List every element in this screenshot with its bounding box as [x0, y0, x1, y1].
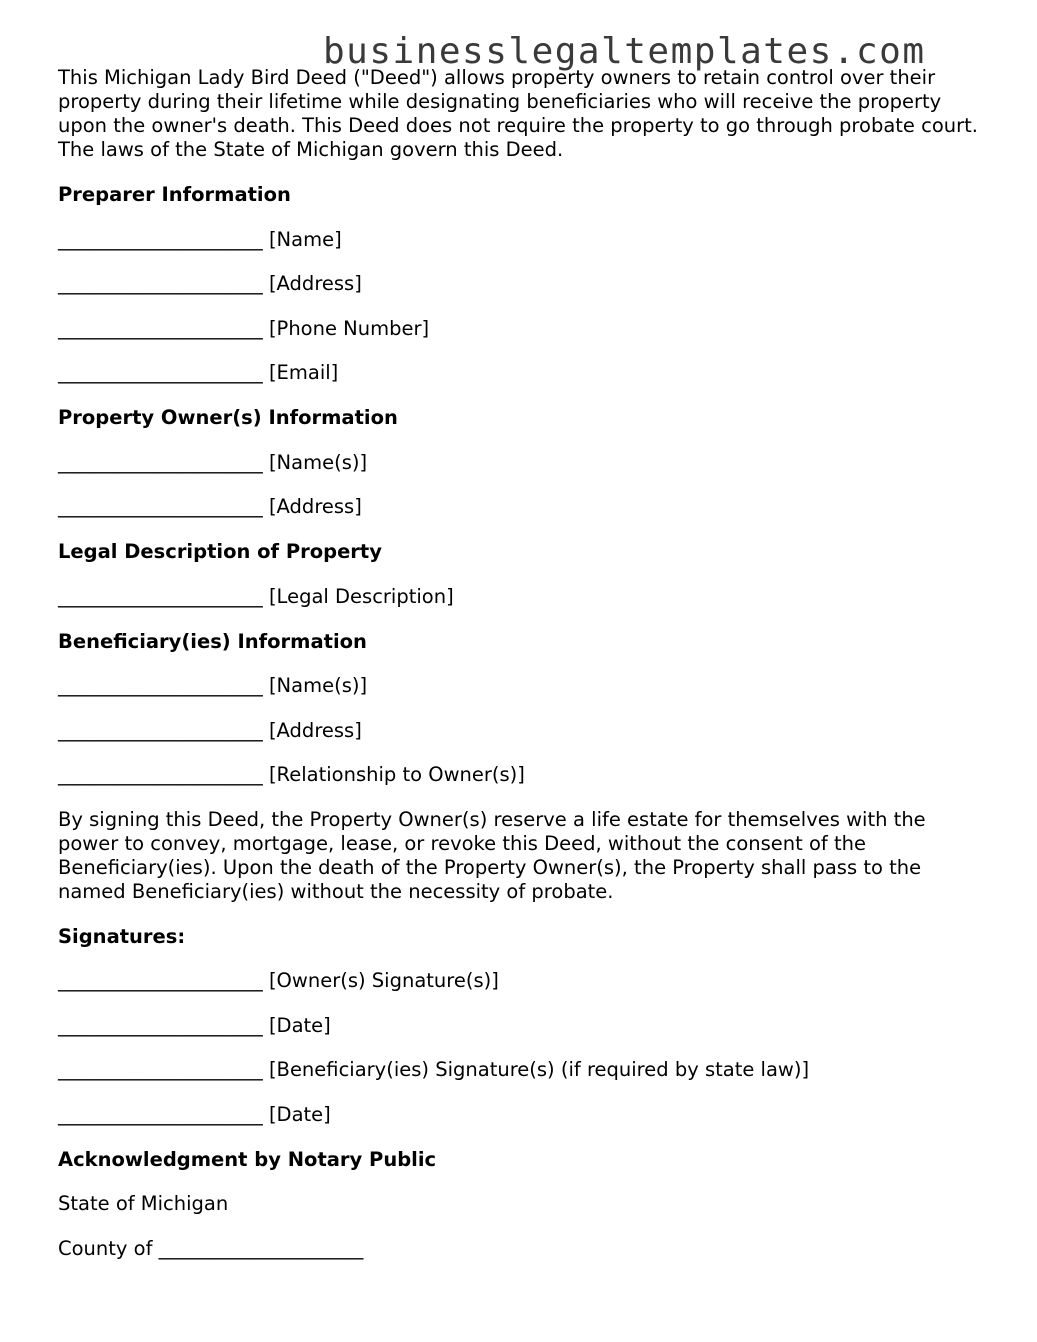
preparer-section-title: Preparer Information [58, 183, 291, 206]
blank-line: _____________________ [58, 584, 263, 608]
blank-line: _____________________ [58, 969, 263, 992]
blank-line: _____________________ [58, 495, 263, 518]
notary-county-field[interactable] [58, 1237, 988, 1261]
intro-paragraph: This Michigan Lady Bird Deed ("Deed") allows property owners to retain control over their property during their lifetime while designating beneficiaries who will receive the property upon the owner's death. This Deed does not require the property to go through probate court. The laws of the State of Michigan govern this Deed. [58, 66, 978, 161]
beneficiaries-name-field[interactable] [58, 674, 988, 698]
blank-line: _____________________ [58, 450, 263, 474]
field-label: [Beneficiary(ies) Signature(s) (if required by state law)] [268, 1058, 810, 1081]
field-label: [Date] [268, 1013, 331, 1037]
blank-line: _____________________ [58, 718, 263, 742]
signatures-section-title: Signatures: [58, 924, 186, 948]
beneficiaries-relationship-field[interactable] [58, 763, 988, 787]
blank-line: _____________________ [58, 316, 263, 340]
owner-signature-date-field[interactable] [58, 1014, 988, 1038]
legal-description-field[interactable] [58, 585, 988, 609]
field-label: [Relationship to Owner(s)] [268, 763, 525, 786]
notary-state: State of Michigan [58, 1192, 229, 1215]
blank-line: _____________________ [58, 227, 263, 251]
beneficiary-signature-date-field[interactable] [58, 1103, 988, 1127]
preparer-phone-field[interactable] [58, 317, 988, 341]
field-label: [Phone Number] [268, 316, 430, 340]
beneficiaries-address-field[interactable] [58, 719, 988, 743]
owner-signature-field[interactable] [58, 969, 988, 993]
life-estate-paragraph: By signing this Deed, the Property Owner(s) reserve a life estate for themselves with the power to convey, mortgage, lease, or revoke this Deed, without the consent of the Beneficiary(ies). Upon the death of the Property Owner(s), the Property shall pass to the named Beneficiary(ies) without the necessity of probate. [58, 807, 926, 903]
preparer-name-field[interactable] [58, 228, 988, 252]
field-label: [Owner(s) Signature(s)] [268, 969, 499, 992]
owners-section-title: Property Owner(s) Information [58, 406, 398, 429]
field-label: [Address] [268, 718, 362, 742]
blank-line: _____________________ [158, 1236, 364, 1260]
blank-line: _____________________ [58, 1102, 263, 1126]
blank-line: _____________________ [58, 272, 263, 295]
beneficiary-signature-field[interactable] [58, 1058, 988, 1082]
field-label: [Name(s)] [268, 674, 368, 697]
legal-section-title: Legal Description of Property [58, 540, 382, 563]
watermark: businesslegaltemplates.com [323, 31, 926, 72]
blank-line: _____________________ [58, 674, 263, 697]
blank-line: _____________________ [58, 763, 263, 786]
owners-name-field[interactable] [58, 451, 988, 475]
preparer-email-field[interactable] [58, 361, 988, 385]
field-label: [Address] [268, 272, 362, 295]
preparer-address-field[interactable] [58, 272, 988, 296]
field-label: [Name] [268, 227, 342, 251]
field-label: [Address] [268, 495, 362, 518]
blank-line: _____________________ [58, 361, 263, 384]
field-label: [Legal Description] [268, 584, 454, 608]
document-body [58, 66, 988, 1261]
notary-section-title: Acknowledgment by Notary Public [58, 1147, 437, 1171]
blank-line: _____________________ [58, 1013, 263, 1037]
field-label: County of [58, 1236, 153, 1260]
field-label: [Date] [268, 1102, 331, 1126]
beneficiaries-section-title: Beneficiary(ies) Information [58, 629, 367, 653]
field-label: [Name(s)] [268, 450, 368, 474]
blank-line: _____________________ [58, 1058, 263, 1081]
field-label: [Email] [268, 361, 339, 384]
owners-address-field[interactable] [58, 495, 988, 519]
